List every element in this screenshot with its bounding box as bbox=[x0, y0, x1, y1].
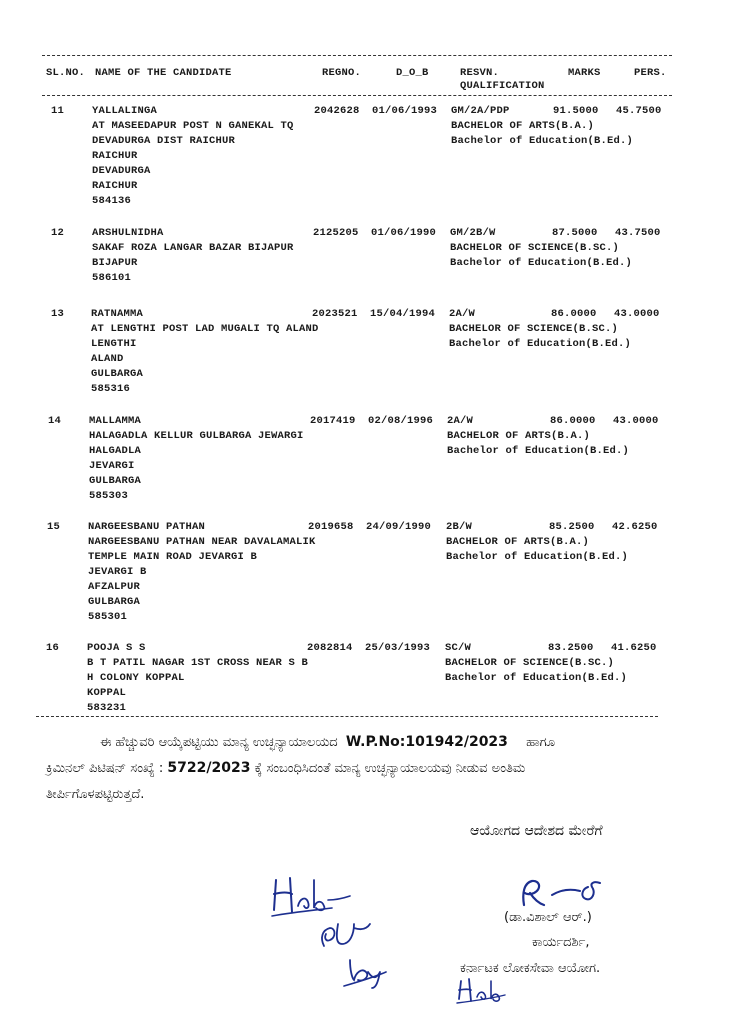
row-pers: 41.6250 bbox=[611, 642, 657, 654]
row-name: POOJA S S bbox=[87, 642, 146, 654]
row-name: ARSHULNIDHA bbox=[92, 227, 164, 239]
row-slno: 12 bbox=[51, 227, 65, 239]
writ-petition-number: W.P.No:101942/2023 bbox=[345, 734, 508, 750]
header-qualification: QUALIFICATION bbox=[460, 80, 545, 92]
row-regno: 2082814 bbox=[307, 642, 353, 654]
note-text: ಕ್ಕೆ ಸಂಬಂಧಿಸಿದಂತೆ ಮಾನ್ಯ ಉಚ್ಛನ್ಯಾಯಾಲಯವು ನೀಡುವ ಅಂತಿಮ bbox=[254, 761, 526, 776]
row-address bbox=[89, 429, 304, 504]
header-slno: SL.NO. bbox=[46, 67, 86, 79]
address-line: DEVADURGA bbox=[92, 165, 151, 177]
row-regno: 2023521 bbox=[312, 308, 358, 320]
note-line-2 bbox=[46, 760, 525, 776]
address-line: JEVARGI B bbox=[88, 566, 147, 578]
row-name: MALLAMMA bbox=[89, 415, 142, 427]
initials-signature-3 bbox=[455, 975, 515, 1005]
row-slno: 16 bbox=[46, 642, 60, 654]
row-resvn: 2B/W bbox=[446, 521, 473, 533]
address-line: LENGTHI bbox=[91, 338, 137, 350]
row-regno: 2017419 bbox=[310, 415, 356, 427]
address-line: HALAGADLA KELLUR GULBARGA JEWARGI bbox=[89, 430, 304, 442]
header-marks: MARKS bbox=[568, 67, 601, 79]
row-resvn: 2A/W bbox=[447, 415, 474, 427]
address-line: 585316 bbox=[91, 383, 131, 395]
row-qualification-2: Bachelor of Education(B.Ed.) bbox=[450, 257, 633, 269]
row-dob: 02/08/1996 bbox=[368, 415, 434, 427]
address-line: GULBARGA bbox=[89, 475, 142, 487]
row-address bbox=[87, 656, 308, 716]
row-marks: 87.5000 bbox=[552, 227, 598, 239]
row-qualification-2: Bachelor of Education(B.Ed.) bbox=[446, 551, 629, 563]
note-line-3: ತೀರ್ಪಿಗೊಳಪಟ್ಟಿರುತ್ತದೆ. bbox=[46, 787, 145, 802]
row-pers: 43.0000 bbox=[613, 415, 659, 427]
header-name: NAME OF THE CANDIDATE bbox=[95, 67, 232, 79]
initials-signature-2 bbox=[310, 910, 390, 990]
address-line: H COLONY KOPPAL bbox=[87, 672, 185, 684]
table-row bbox=[0, 307, 739, 417]
table-row bbox=[0, 414, 739, 524]
criminal-petition-number: 5722/2023 bbox=[167, 760, 251, 776]
row-qualification-2: Bachelor of Education(B.Ed.) bbox=[449, 338, 632, 350]
address-line: JEVARGI bbox=[89, 460, 135, 472]
row-marks: 86.0000 bbox=[551, 308, 597, 320]
row-qualification-2: Bachelor of Education(B.Ed.) bbox=[447, 445, 630, 457]
address-line: AFZALPUR bbox=[88, 581, 141, 593]
row-regno: 2125205 bbox=[313, 227, 359, 239]
row-dob: 25/03/1993 bbox=[365, 642, 431, 654]
address-line: B T PATIL NAGAR 1ST CROSS NEAR S B bbox=[87, 657, 309, 669]
row-dob: 01/06/1990 bbox=[371, 227, 437, 239]
table-row bbox=[0, 104, 739, 214]
address-line: BIJAPUR bbox=[92, 257, 138, 269]
row-resvn: GM/2B/W bbox=[450, 227, 496, 239]
row-slno: 13 bbox=[51, 308, 65, 320]
address-line: AT LENGTHI POST LAD MUGALI TQ ALAND bbox=[91, 323, 319, 335]
header-regno: REGNO. bbox=[322, 67, 362, 79]
row-qualification-1: BACHELOR OF ARTS(B.A.) bbox=[451, 120, 595, 132]
row-name: RATNAMMA bbox=[91, 308, 144, 320]
header-pers: PERS. bbox=[634, 67, 667, 79]
header-dob: D_O_B bbox=[396, 67, 429, 79]
address-line: 583231 bbox=[87, 702, 127, 714]
row-pers: 42.6250 bbox=[612, 521, 658, 533]
address-line: 586101 bbox=[92, 272, 132, 284]
row-qualification-2: Bachelor of Education(B.Ed.) bbox=[451, 135, 634, 147]
row-marks: 91.5000 bbox=[553, 105, 599, 117]
address-line: HALGADLA bbox=[89, 445, 142, 457]
row-pers: 45.7500 bbox=[616, 105, 662, 117]
signature-secretary bbox=[510, 875, 610, 915]
address-line: 585303 bbox=[89, 490, 129, 502]
row-resvn: SC/W bbox=[445, 642, 472, 654]
row-qualification-2: Bachelor of Education(B.Ed.) bbox=[445, 672, 628, 684]
top-rule bbox=[42, 55, 672, 56]
row-regno: 2042628 bbox=[314, 105, 360, 117]
row-qualification-1: BACHELOR OF ARTS(B.A.) bbox=[446, 536, 590, 548]
row-dob: 15/04/1994 bbox=[370, 308, 436, 320]
row-qualification-1: BACHELOR OF SCIENCE(B.SC.) bbox=[450, 242, 620, 254]
address-line: SAKAF ROZA LANGAR BAZAR BIJAPUR bbox=[92, 242, 294, 254]
row-dob: 01/06/1993 bbox=[372, 105, 438, 117]
row-dob: 24/09/1990 bbox=[366, 521, 432, 533]
row-slno: 11 bbox=[51, 105, 65, 117]
bottom-rule bbox=[36, 716, 658, 717]
by-order-text: ಆಯೋಗದ ಆದೇಶದ ಮೇರೆಗೆ bbox=[470, 823, 603, 839]
address-line: ALAND bbox=[91, 353, 124, 365]
note-text: ಕ್ರಿಮಿನಲ್ ಪಿಟಿಷನ್ ಸಂಖ್ಯೆ : bbox=[46, 761, 164, 776]
note-line-1 bbox=[100, 734, 555, 750]
address-line: KOPPAL bbox=[87, 687, 127, 699]
signatory-name: (ಡಾ.ವಿಶಾಲ್ ಆರ್.) bbox=[504, 910, 592, 925]
header-resvn: RESVN. bbox=[460, 67, 500, 79]
row-qualification-1: BACHELOR OF SCIENCE(B.SC.) bbox=[449, 323, 619, 335]
row-marks: 86.0000 bbox=[550, 415, 596, 427]
row-qualification-1: BACHELOR OF ARTS(B.A.) bbox=[447, 430, 591, 442]
row-marks: 85.2500 bbox=[549, 521, 595, 533]
row-resvn: 2A/W bbox=[449, 308, 476, 320]
row-address bbox=[92, 119, 294, 209]
address-line: GULBARGA bbox=[91, 368, 144, 380]
address-line: RAICHUR bbox=[92, 180, 138, 192]
signatory-organization: ಕರ್ನಾಟಕ ಲೋಕಸೇವಾ ಆಯೋಗ. bbox=[460, 961, 601, 976]
row-regno: 2019658 bbox=[308, 521, 354, 533]
note-text: ಈ ಹೆಚ್ಚುವರಿ ಆಯ್ಕೆಪಟ್ಟಿಯು ಮಾನ್ಯ ಉಚ್ಛನ್ಯಾಯಾಲಯದ bbox=[100, 735, 338, 750]
row-pers: 43.7500 bbox=[615, 227, 661, 239]
address-line: 584136 bbox=[92, 195, 132, 207]
table-row bbox=[0, 520, 739, 630]
row-pers: 43.0000 bbox=[614, 308, 660, 320]
row-slno: 15 bbox=[47, 521, 61, 533]
address-line: NARGEESBANU PATHAN NEAR DAVALAMALIK bbox=[88, 536, 316, 548]
row-marks: 83.2500 bbox=[548, 642, 594, 654]
row-slno: 14 bbox=[48, 415, 62, 427]
address-line: 585301 bbox=[88, 611, 128, 623]
row-name: NARGEESBANU PATHAN bbox=[88, 521, 206, 533]
address-line: DEVADURGA DIST RAICHUR bbox=[92, 135, 236, 147]
signatory-title: ಕಾರ್ಯದರ್ಶಿ, bbox=[532, 935, 590, 950]
row-name: YALLALINGA bbox=[92, 105, 158, 117]
row-address bbox=[91, 322, 319, 397]
row-address bbox=[88, 535, 316, 625]
row-address bbox=[92, 241, 294, 286]
address-line: TEMPLE MAIN ROAD JEVARGI B bbox=[88, 551, 258, 563]
address-line: AT MASEEDAPUR POST N GANEKAL TQ bbox=[92, 120, 294, 132]
row-resvn: GM/2A/PDP bbox=[451, 105, 510, 117]
note-text: ಹಾಗೂ bbox=[526, 735, 555, 750]
row-qualification-1: BACHELOR OF SCIENCE(B.SC.) bbox=[445, 657, 615, 669]
header-rule bbox=[42, 95, 672, 96]
address-line: GULBARGA bbox=[88, 596, 141, 608]
address-line: RAICHUR bbox=[92, 150, 138, 162]
